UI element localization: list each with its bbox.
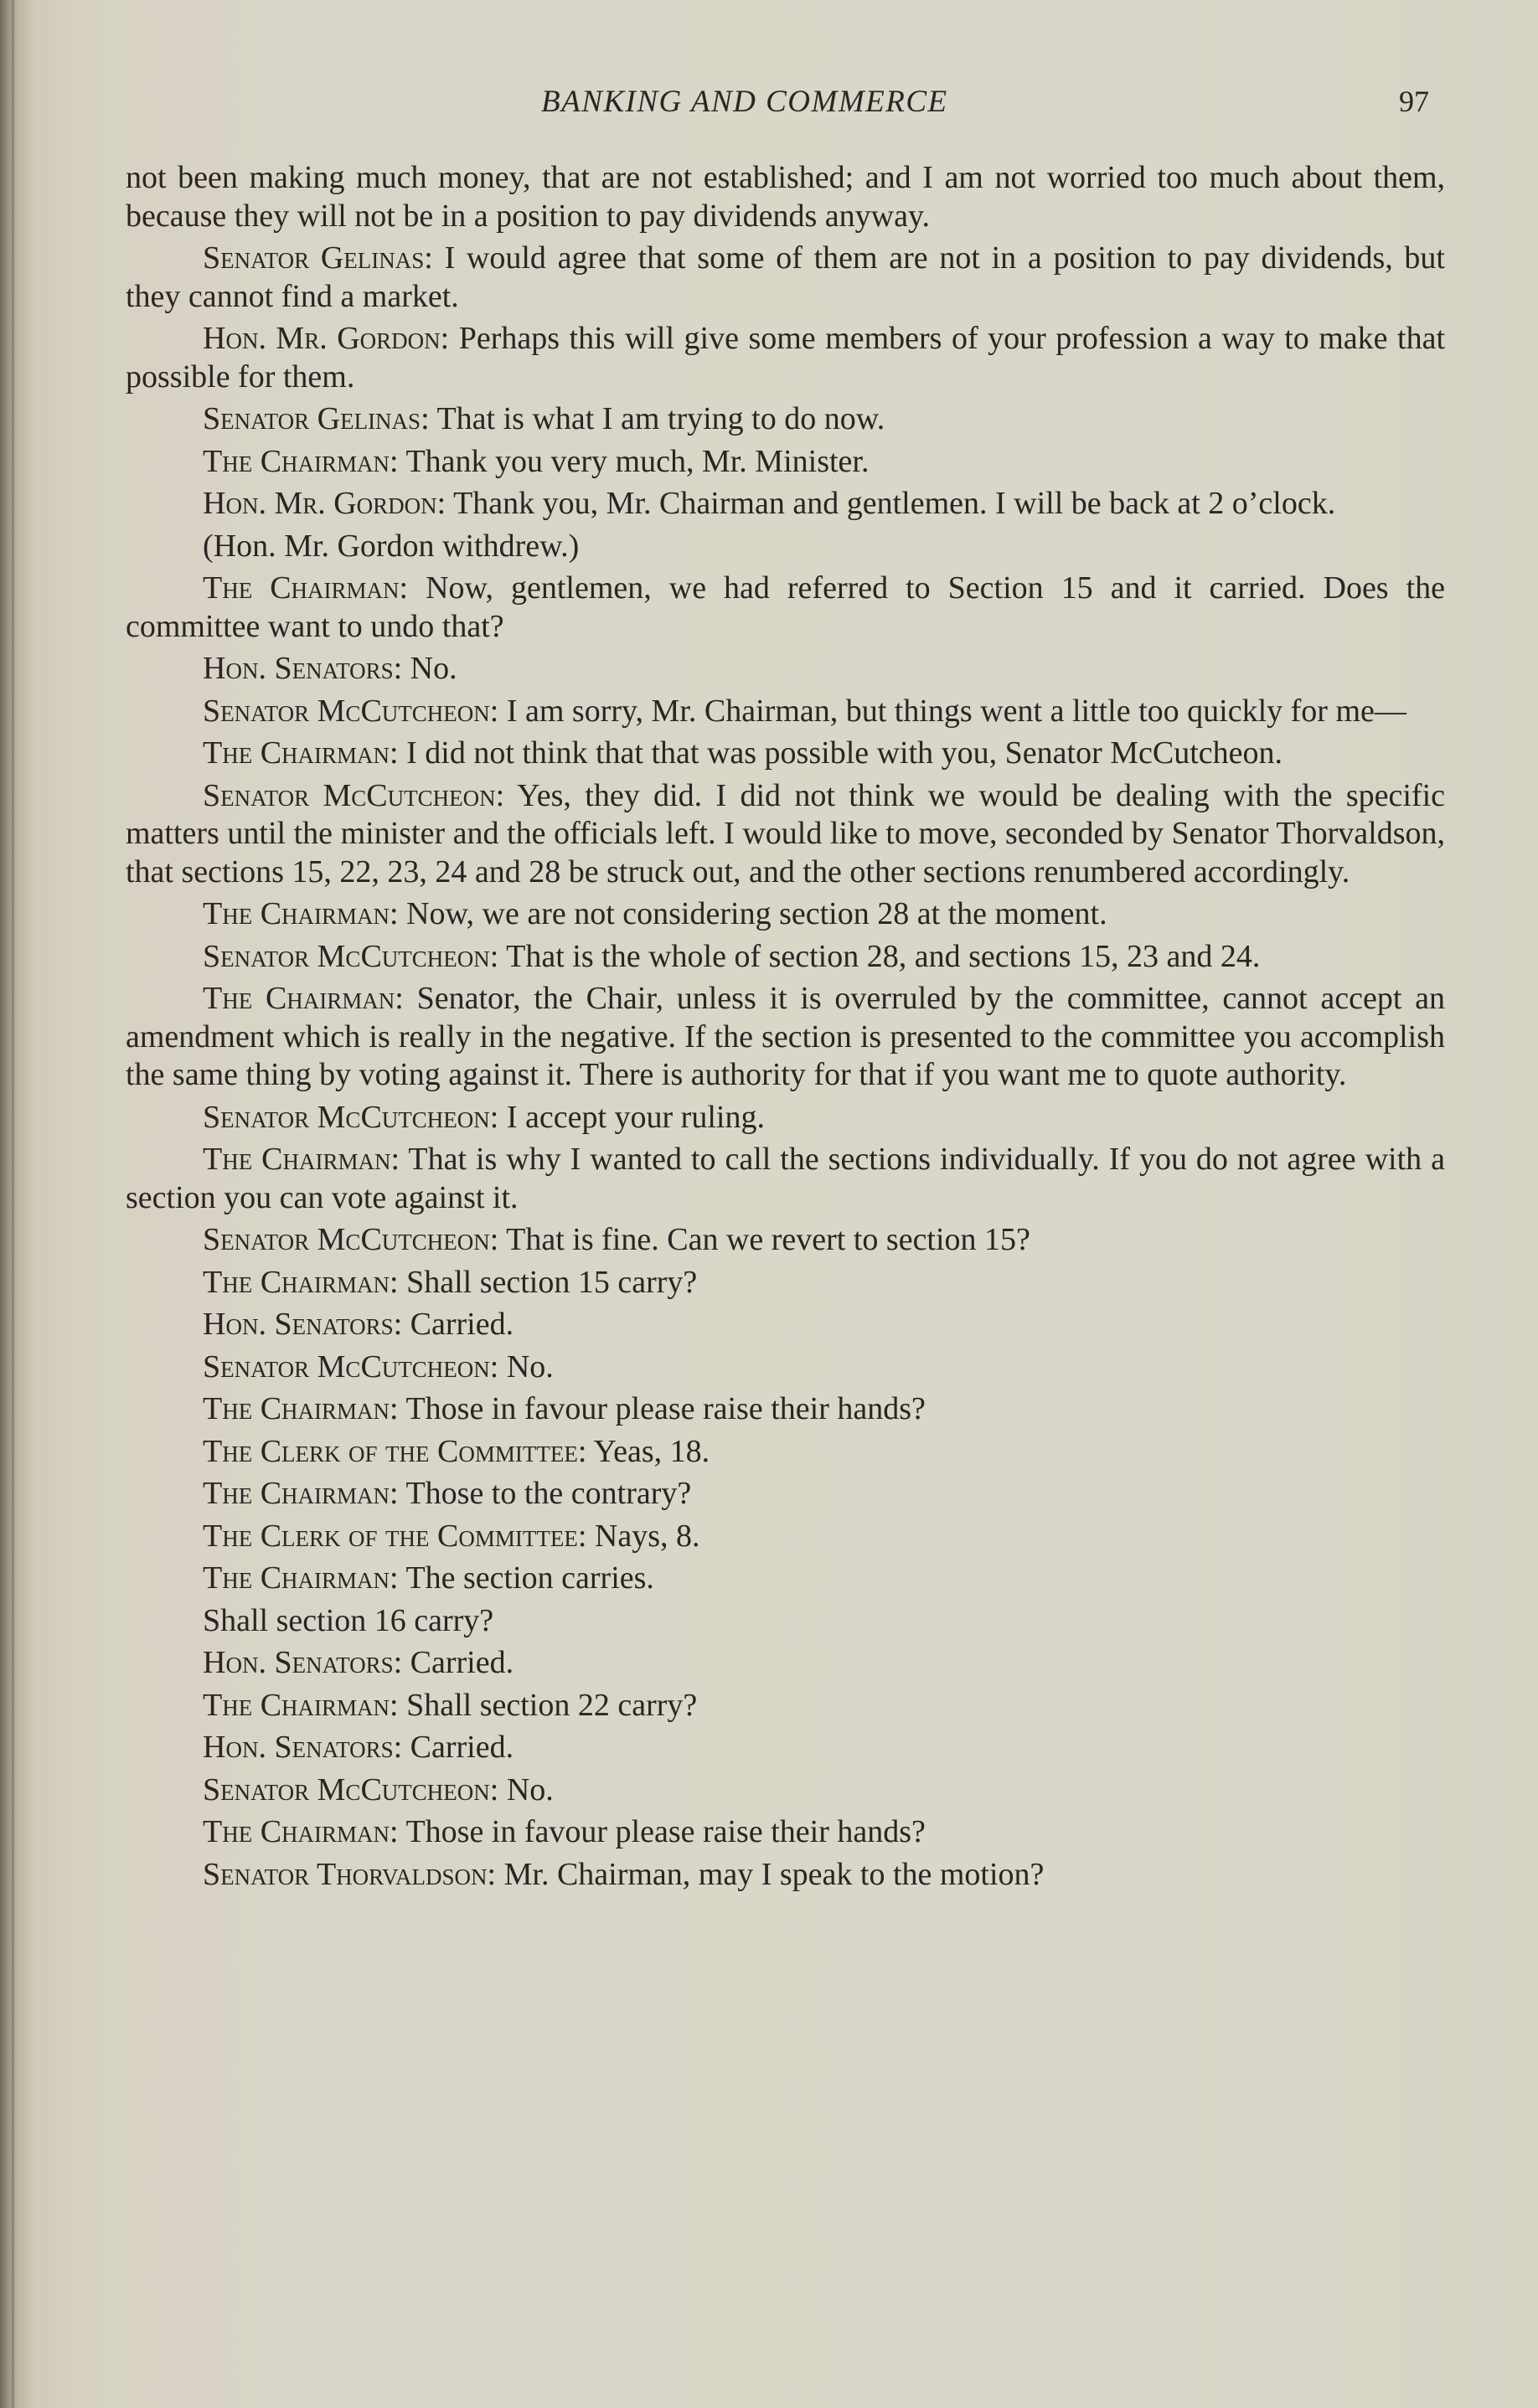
speech-text: Carried. [410,1307,514,1342]
transcript-paragraph [126,320,1445,396]
transcript-paragraph [126,980,1445,1095]
speech-text: Shall section 15 carry? [406,1264,698,1300]
transcript-paragraph [126,1141,1445,1217]
speech-text: not been making much money, that are not established; and I am not worried too much about them, because they will not be in a position to pay dividends anyway. [126,160,1445,234]
speech-text: Shall section 22 carry? [406,1687,698,1723]
transcript-paragraph [126,735,1445,773]
speech-text: (Hon. Mr. Gordon withdrew.) [203,528,580,564]
speaker-name: The Chairman: [203,1142,400,1177]
transcript-paragraph [126,1475,1445,1513]
speaker-name: Hon. Senators: [203,1730,403,1765]
transcript-paragraph [126,1771,1445,1810]
transcript-paragraph [126,1687,1445,1725]
speaker-name: The Chairman: [203,735,399,771]
speaker-name: Senator McCutcheon: [203,693,499,729]
speaker-name: Senator McCutcheon: [203,1348,499,1384]
speaker-name: The Chairman: [203,896,399,931]
speaker-name: Senator Thorvaldson: [203,1856,497,1892]
speech-text: I would agree that some of them are not in a position to pay dividends, but they cannot find a market. [126,240,1445,314]
speaker-name: The Clerk of the Committee: [203,1518,587,1554]
speech-text: Now, we are not considering section 28 at the moment. [406,896,1107,931]
speech-text: That is the whole of section 28, and sections 15, 23 and 24. [506,938,1261,974]
transcript-paragraph [126,159,1445,235]
transcript-paragraph [126,528,1445,566]
transcript-paragraph [126,777,1445,892]
transcript-paragraph [126,693,1445,731]
speaker-name: The Chairman: [203,1687,399,1723]
transcript-paragraph [126,1348,1445,1387]
speaker-name: The Chairman: [203,1814,399,1849]
speech-text: Mr. Chairman, may I speak to the motion? [503,1856,1045,1892]
transcript-paragraph [126,1390,1445,1429]
transcript-paragraph [126,485,1445,523]
speech-text: Senator, the Chair, unless it is overruled by the committee, cannot accept an amendment which is really in the negative. If the section is presented to the committee you accomplish the same thing by voting against it. There is authority for that if you want me to quote authority. [126,981,1446,1092]
speaker-name: Senator McCutcheon: [203,1771,499,1807]
speech-text: Perhaps this will give some members of your profession a way to make that possible for them. [126,321,1446,394]
speaker-name: Senator Gelinas: [203,240,433,276]
speaker-name: The Chairman: [203,1560,399,1596]
speaker-name: Hon. Senators: [203,1645,403,1680]
page-header [0,84,1538,124]
transcript-paragraph [126,443,1445,482]
speaker-name: Hon. Mr. Gordon: [203,486,446,521]
running-title: BANKING AND COMMERCE [541,85,948,119]
transcript-paragraph [126,938,1445,977]
transcript-paragraph [126,240,1445,316]
transcript-paragraph [126,1644,1445,1683]
transcript-paragraph [126,650,1445,688]
speaker-name: Hon. Mr. Gordon: [203,321,450,356]
transcript-paragraph [126,1099,1445,1137]
speaker-name: Senator McCutcheon: [203,938,499,974]
transcript-paragraph [126,400,1445,439]
speech-text: Yeas, 18. [593,1433,710,1469]
transcript-paragraph [126,1729,1445,1767]
transcript-paragraph [126,1518,1445,1556]
transcript-paragraph [126,895,1445,934]
transcript-paragraph [126,1813,1445,1852]
speaker-name: The Chairman: [203,1476,399,1511]
speech-text: No. [410,651,457,686]
speech-text: Yes, they did. I did not think we would be dealing with the specific matters until the minister and the officials left. I would like to move, seconded by Senator Thorvaldson, that sections 15, 22, 23, 24 and 28 be struck out, and the other sections renumbered accordingly. [126,777,1445,889]
speech-text: I am sorry, Mr. Chairman, but things went a little too quickly for me— [506,693,1406,729]
transcript-paragraph [126,1856,1445,1895]
transcript-paragraph [126,1221,1445,1260]
speech-text: That is why I wanted to call the sections individually. If you do not agree with a section you can vote against it. [126,1142,1445,1215]
speech-text: Carried. [410,1645,514,1680]
speech-text: No. [506,1771,554,1807]
speaker-name: The Chairman: [203,981,404,1016]
speaker-name: Hon. Senators: [203,651,403,686]
speech-text: The section carries. [405,1560,654,1596]
speaker-name: Senator McCutcheon: [203,1099,499,1135]
page-number: 97 [1399,85,1429,118]
speech-text: Shall section 16 carry? [203,1602,494,1638]
speaker-name: The Chairman: [203,570,409,606]
transcript-paragraph [126,1602,1445,1641]
speaker-name: The Chairman: [203,1391,399,1426]
transcript-paragraph [126,1560,1445,1598]
speech-text: I did not think that that was possible with you, Senator McCutcheon. [406,735,1283,771]
transcript-paragraph [126,1306,1445,1344]
speech-text: Those in favour please raise their hands? [405,1391,926,1426]
speech-text: No. [506,1348,554,1384]
speech-text: That is fine. Can we revert to section 15? [506,1222,1030,1257]
speaker-name: The Clerk of the Committee: [203,1433,587,1469]
transcript-body [126,159,1445,1898]
speech-text: Those to the contrary? [405,1476,692,1511]
transcript-paragraph [126,1433,1445,1472]
speaker-name: Senator Gelinas: [203,401,430,436]
transcript-paragraph [126,1264,1445,1302]
speaker-name: Senator McCutcheon: [203,777,505,813]
speaker-name: The Chairman: [203,443,399,479]
transcript-paragraph [126,570,1445,646]
speech-text: Thank you, Mr. Chairman and gentlemen. I will be back at 2 o’clock. [453,486,1336,521]
speaker-name: Senator McCutcheon: [203,1222,499,1257]
speech-text: Now, gentlemen, we had referred to Section 15 and it carried. Does the committee want to undo that? [126,570,1446,644]
speech-text: Those in favour please raise their hands? [405,1814,926,1849]
speech-text: That is what I am trying to do now. [436,401,885,436]
binding-gutter [12,0,14,2408]
speech-text: I accept your ruling. [506,1099,765,1135]
speaker-name: The Chairman: [203,1264,399,1300]
speech-text: Carried. [410,1730,514,1765]
speaker-name: Hon. Senators: [203,1307,403,1342]
speech-text: Thank you very much, Mr. Minister. [405,443,870,479]
speech-text: Nays, 8. [594,1518,700,1554]
